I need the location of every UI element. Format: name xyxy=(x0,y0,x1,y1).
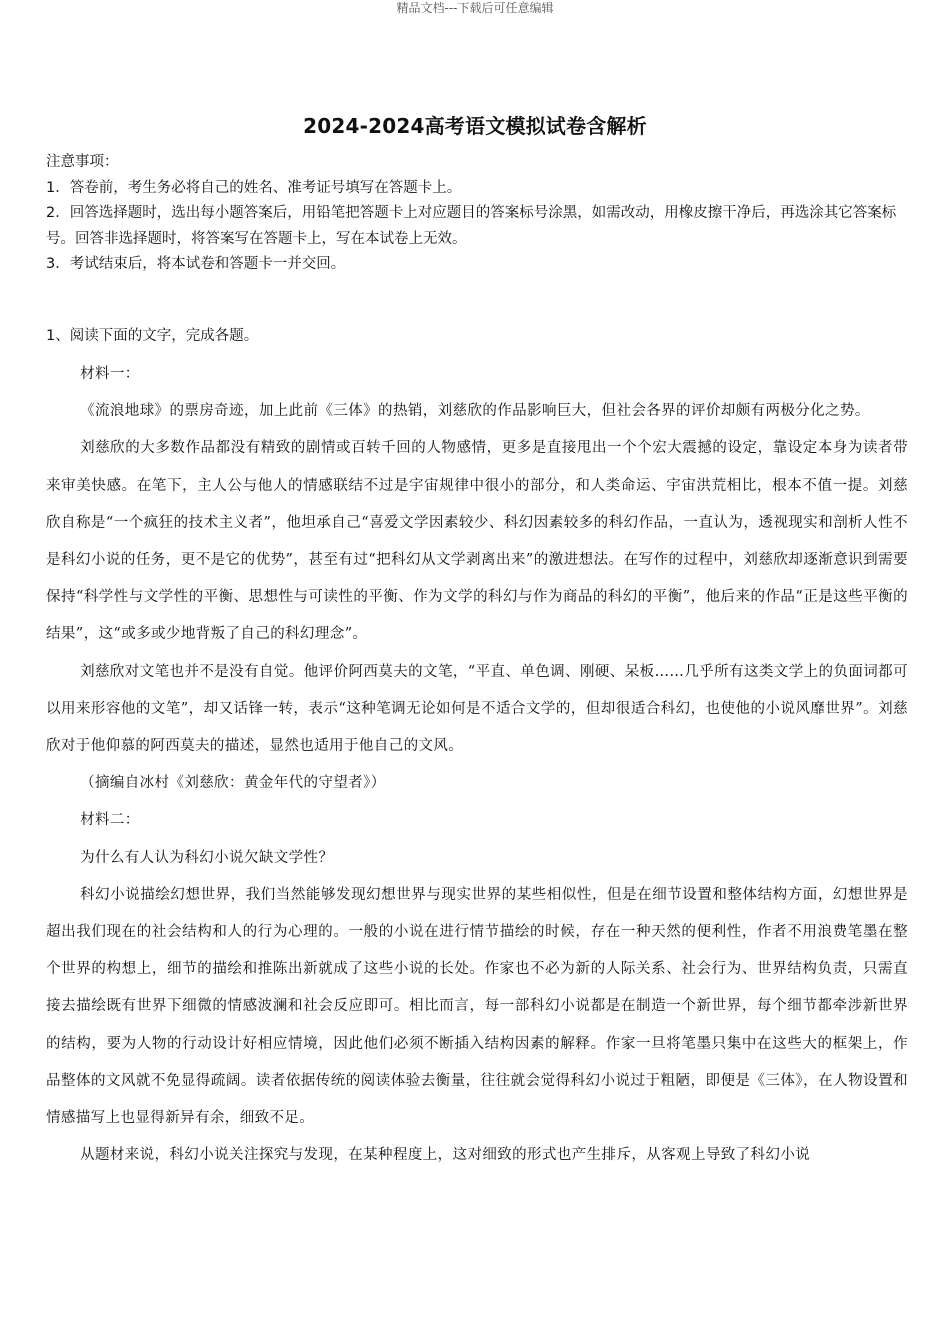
question-prompt: 1、阅读下面的文字，完成各题。 xyxy=(46,328,259,344)
paragraph: 《流浪地球》的票房奇迹，加上此前《三体》的热销，刘慈欣的作品影响巨大，但社会各界的评价却颇有两极分化之势。 xyxy=(80,403,870,420)
reading-passage xyxy=(46,356,908,1174)
notice-section xyxy=(46,150,906,278)
notice-item: 3．考试结束后，将本试卷和答题卡一并交回。 xyxy=(46,256,346,272)
paragraph: 刘慈欣的大多数作品都没有精致的剧情或百转千回的人物感情，更多是直接甩出一个个宏大震撼的设定，靠设定本身为读者带来审美快感。在笔下，主人公与他人的情感联结不过是宇宙规律中很小的部分，和人类命运、宇宙洪荒相比，根本不值一提。刘慈欣自称是“一个疯狂的技术主义者”，他坦承自己“喜爱文学因素较少、科幻因素较多的科幻作品，一直认为，透视现实和剖析人性不是科幻小说的任务，更不是它的优势”，甚至有过“把科幻从文学剥离出来”的激进想法。在写作的过程中，刘慈欣却逐渐意识到需要保持“科学性与文学性的平衡、思想性与可读性的平衡、作为文学的科幻与作为商品的科幻的平衡”，他后来的作品“正是这些平衡的结果”，这“或多或少地背叛了自己的科幻理念”。 xyxy=(46,440,908,643)
material-label: 材料一： xyxy=(80,366,140,382)
notice-heading: 注意事项： xyxy=(46,154,119,170)
paragraph: 科幻小说描绘幻想世界，我们当然能够发现幻想世界与现实世界的某些相似性，但是在细节设置和整体结构方面，幻想世界是超出我们现在的社会结构和人的行为心理的。一般的小说在进行情节描绘的时候，存在一种天然的便利性，作者不用浪费笔墨在整个世界的构想上，细节的描绘和推陈出新就成了这些小说的长处。作家也不必为新的人际关系、社会行为、世界结构负责，只需直接去描绘既有世界下细微的情感波澜和社会反应即可。相比而言，每一部科幻小说都是在制造一个新世界，每个细节都牵涉新世界的结构，要为人物的行动设计好相应情境，因此他们必须不断插入结构因素的解释。作家一旦将笔墨只集中在这些大的框架上，作品整体的文风就不免显得疏阔。读者依据传统的阅读体验去衡量，往往就会觉得科幻小说过于粗陋，即便是《三体》，在人物设置和情感描写上也显得新异有余，细致不足。 xyxy=(46,886,908,1127)
source-citation: （摘编自冰村《刘慈欣：黄金年代的守望者》） xyxy=(80,775,386,792)
notice-item: 2．回答选择题时，选出每小题答案后，用铅笔把答题卡上对应题目的答案标号涂黑，如需改动，用橡皮擦干净后，再选涂其它答案标号。回答非选择题时，将答案写在答题卡上，写在本试卷上无效。 xyxy=(46,205,897,247)
material-subtitle: 为什么有人认为科幻小说欠缺文学性？ xyxy=(80,849,334,866)
notice-item: 1．答卷前，考生务必将自己的姓名、准考证号填写在答题卡上。 xyxy=(46,179,462,196)
paragraph: 从题材来说，科幻小说关注探究与发现，在某种程度上，这对细致的形式也产生排斥，从客观上导致了科幻小说 xyxy=(80,1147,811,1164)
page-title: 2024-2024高考语文模拟试卷含解析 xyxy=(303,114,647,138)
paragraph: 刘慈欣对文笔也并不是没有自觉。他评价阿西莫夫的文笔，“平直、单色调、刚硬、呆板……几乎所有这类文学上的负面词都可以用来形容他的文笔”，却又话锋一转，表示“这种笔调无论如何是不适合文学的，但却很适合科幻，也使他的小说风靡世界”。刘慈欣对于他仰慕的阿西莫夫的描述，显然也适用于他自己的文风。 xyxy=(46,663,908,755)
header-note: 精品文档---下载后可任意编辑 xyxy=(396,1,554,15)
material-label: 材料二： xyxy=(80,812,140,829)
